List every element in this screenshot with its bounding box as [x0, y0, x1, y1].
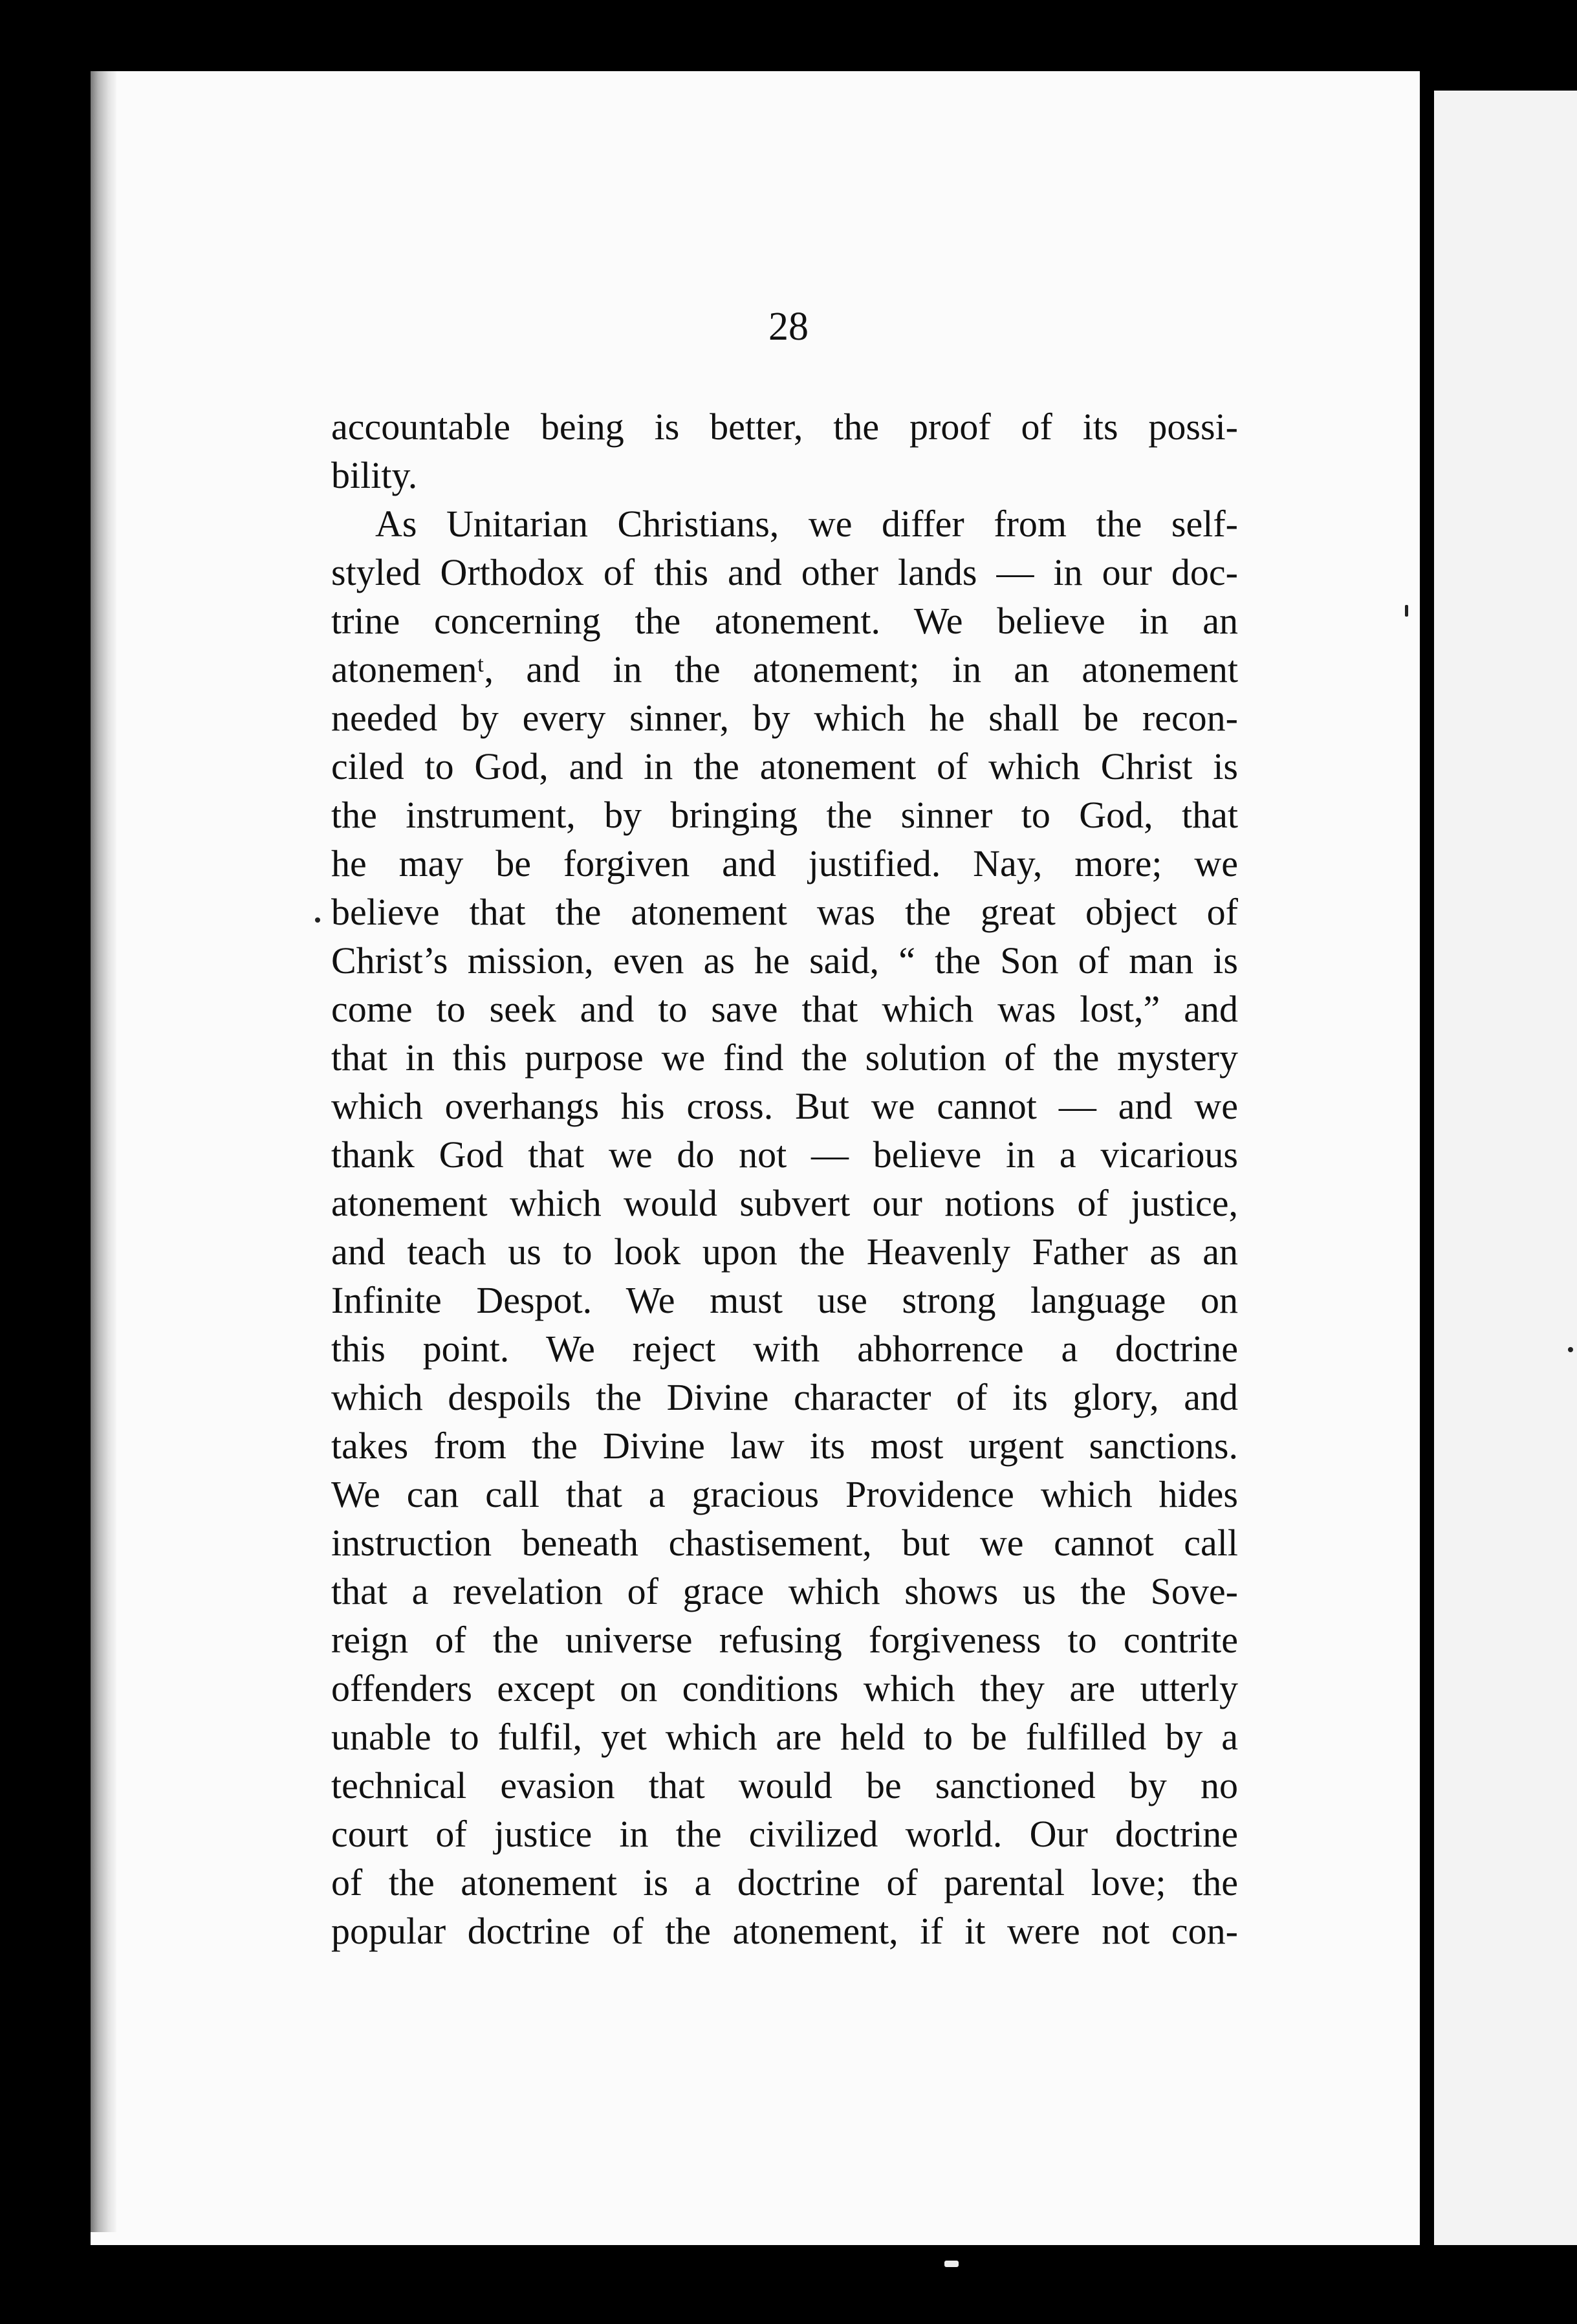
- text-line: technical evasion that would be sanctioned by no: [331, 1764, 1238, 1806]
- text-line: he may be forgiven and justified. Nay, more; we: [331, 842, 1238, 884]
- text-line: atonement which would subvert our notions of justice,: [331, 1182, 1238, 1224]
- text-line: ciled to God, and in the atonement of which Christ is: [331, 745, 1238, 787]
- text-line: and teach us to look upon the Heavenly Father as an: [331, 1231, 1238, 1273]
- body-text: [331, 402, 1238, 1955]
- scan-speck: [944, 2261, 959, 2267]
- page-number: 28: [768, 305, 809, 349]
- scan-speck: [1405, 605, 1408, 617]
- text-line: of the atonement is a doctrine of parental love; the: [331, 1861, 1238, 1903]
- text-line: bility.: [331, 454, 418, 496]
- adjacent-page-edge: [1434, 91, 1577, 2245]
- scan-speck: [315, 917, 320, 923]
- text-line: this point. We reject with abhorrence a doctrine: [331, 1328, 1238, 1370]
- text-line: which overhangs his cross. But we cannot — and we: [331, 1085, 1238, 1127]
- text-line: the instrument, by bringing the sinner to God, that: [331, 794, 1238, 836]
- text-line: offenders except on conditions which they are utterly: [331, 1667, 1238, 1709]
- page-edge-shadow: [91, 71, 116, 2232]
- text-line: accountable being is better, the proof of its possi-: [331, 406, 1238, 448]
- text-line: As Unitarian Christians, we differ from the self-: [375, 503, 1238, 545]
- scan-speck: [1568, 1347, 1573, 1352]
- text-line: Infinite Despot. We must use strong language on: [331, 1279, 1238, 1321]
- text-line: needed by every sinner, by which he shall be recon-: [331, 697, 1238, 739]
- text-line: believe that the atonement was the great object of: [331, 891, 1238, 933]
- text-line: come to seek and to save that which was lost,” and: [331, 988, 1238, 1030]
- text-line: thank God that we do not — believe in a vicarious: [331, 1134, 1238, 1176]
- text-line: We can call that a gracious Providence which hides: [331, 1473, 1238, 1515]
- text-line: instruction beneath chastisement, but we cannot call: [331, 1522, 1238, 1564]
- text-line: atonemenᵗ, and in the atonement; in an atonement: [331, 648, 1238, 690]
- text-line: Christ’s mission, even as he said, “ the Son of man is: [331, 939, 1238, 981]
- text-line: which despoils the Divine character of its glory, and: [331, 1376, 1238, 1418]
- text-line: reign of the universe refusing forgiveness to contrite: [331, 1619, 1238, 1661]
- text-line: styled Orthodox of this and other lands — in our doc-: [331, 551, 1238, 593]
- text-line: unable to fulfil, yet which are held to be fulfilled by a: [331, 1716, 1238, 1758]
- text-line: takes from the Divine law its most urgent sanctions.: [331, 1425, 1238, 1467]
- book-gutter: [1420, 84, 1434, 2245]
- text-line: popular doctrine of the atonement, if it were not con-: [331, 1910, 1238, 1952]
- text-line: trine concerning the atonement. We believe in an: [331, 600, 1238, 642]
- text-line: that a revelation of grace which shows us the Sove-: [331, 1570, 1238, 1612]
- text-line: that in this purpose we find the solution of the mystery: [331, 1036, 1238, 1079]
- text-line: court of justice in the civilized world. Our doctrine: [331, 1813, 1238, 1855]
